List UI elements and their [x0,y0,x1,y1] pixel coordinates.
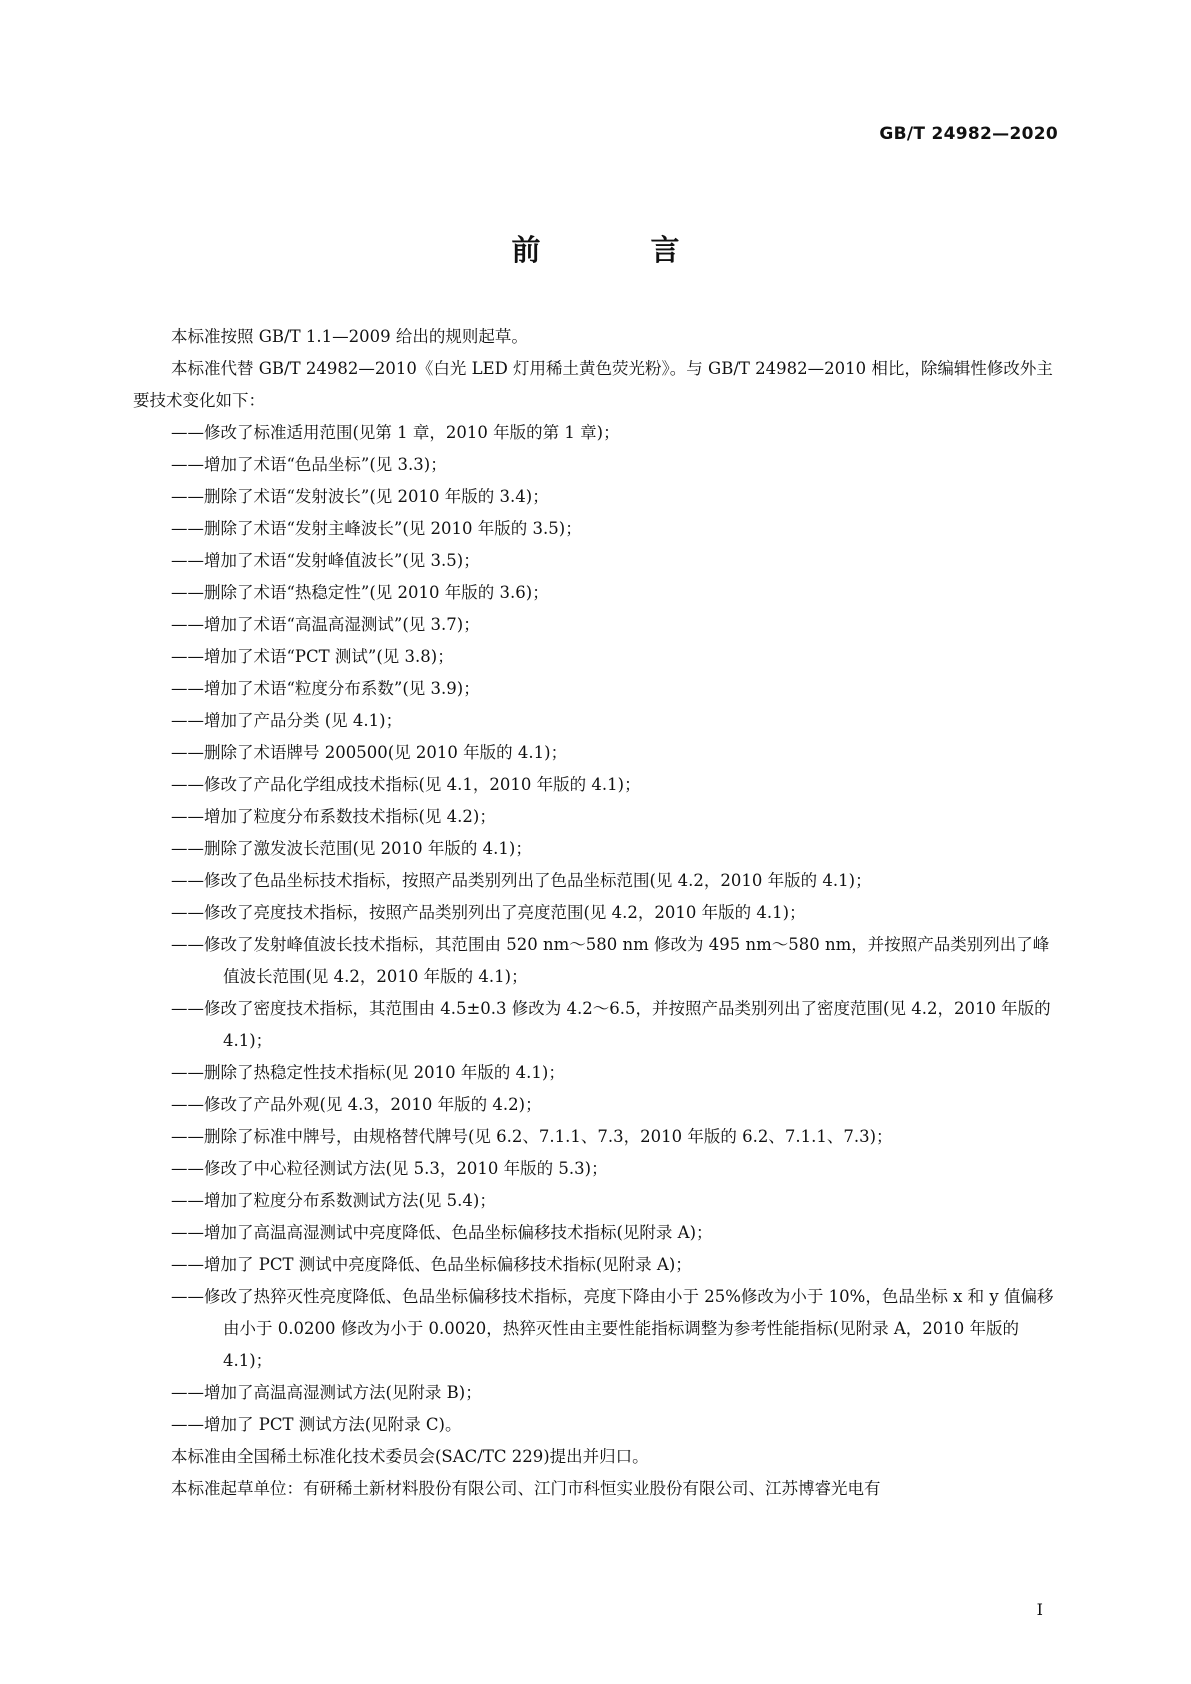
list-item: ——修改了热猝灭性亮度降低、色品坐标偏移技术指标，亮度下降由小于 25%修改为小于 10%，色品坐标 x 和 y 值偏移由小于 0.0200 修改为小于 0.0020，热猝灭性由主要性能指标调整为参考性能指标(见附录 A，2010 年版的 4.1)； [171,1287,1054,1370]
list-item: ——修改了发射峰值波长技术指标，其范围由 520 nm～580 nm 修改为 495 nm～580 nm，并按照产品类别列出了峰值波长范围(见 4.2，2010 年版的 4.1)； [171,935,1050,986]
list-item: ——修改了色品坐标技术指标，按照产品类别列出了色品坐标范围(见 4.2，2010 年版的 4.1)； [171,871,872,890]
foreword-body [133,321,1058,1505]
paragraph-drafting-units: 本标准起草单位：有研稀土新材料股份有限公司、江门市科恒实业股份有限公司、江苏博睿光电有 [171,1479,881,1498]
list-item: ——增加了产品分类 (见 4.1)； [171,711,403,730]
list-item: ——增加了高温高湿测试方法(见附录 B)； [171,1383,482,1402]
list-item: ——增加了术语“PCT 测试”(见 3.8)； [171,647,454,666]
list-item: ——删除了术语“发射波长”(见 2010 年版的 3.4)； [171,487,549,506]
list-item: ——增加了术语“色品坐标”(见 3.3)； [171,455,447,474]
list-item: ——增加了 PCT 测试方法(见附录 C)。 [171,1415,462,1434]
list-item: ——增加了粒度分布系数技术指标(见 4.2)； [171,807,496,826]
list-item: ——修改了密度技术指标，其范围由 4.5±0.3 修改为 4.2～6.5，并按照产品类别列出了密度范围(见 4.2，2010 年版的 4.1)； [171,999,1051,1050]
standard-code: GB/T 24982—2020 [879,124,1058,144]
list-item: ——删除了术语“发射主峰波长”(见 2010 年版的 3.5)； [171,519,582,538]
paragraph-proposer: 本标准由全国稀土标准化技术委员会(SAC/TC 229)提出并归口。 [171,1447,649,1466]
list-item: ——删除了激发波长范围(见 2010 年版的 4.1)； [171,839,532,858]
list-item: ——增加了粒度分布系数测试方法(见 5.4)； [171,1191,496,1210]
list-item: ——增加了术语“粒度分布系数”(见 3.9)； [171,679,480,698]
list-item: ——增加了高温高湿测试中亮度降低、色品坐标偏移技术指标(见附录 A)； [171,1223,713,1242]
list-item: ——修改了产品化学组成技术指标(见 4.1，2010 年版的 4.1)； [171,775,641,794]
list-item: ——增加了术语“发射峰值波长”(见 3.5)； [171,551,480,570]
list-item: ——修改了标准适用范围(见第 1 章，2010 年版的第 1 章)； [171,423,620,442]
list-item: ——修改了中心粒径测试方法(见 5.3，2010 年版的 5.3)； [171,1159,608,1178]
changes-list [133,417,1058,1441]
list-item: ——修改了亮度技术指标，按照产品类别列出了亮度范围(见 4.2，2010 年版的 4.1)； [171,903,806,922]
list-item: ——修改了产品外观(见 4.3，2010 年版的 4.2)； [171,1095,542,1114]
list-item: ——删除了热稳定性技术指标(见 2010 年版的 4.1)； [171,1063,565,1082]
list-item: ——增加了术语“高温高湿测试”(见 3.7)； [171,615,480,634]
page-title: 前 言 [511,233,730,267]
list-item: ——删除了术语牌号 200500(见 2010 年版的 4.1)； [171,743,568,762]
list-item: ——增加了 PCT 测试中亮度降低、色品坐标偏移技术指标(见附录 A)； [171,1255,692,1274]
paragraph-replacement: 本标准代替 GB/T 24982—2010《白光 LED 灯用稀土黄色荧光粉》。与 GB/T 24982—2010 相比，除编辑性修改外主要技术变化如下： [133,359,1053,410]
page-number: I [1036,1600,1043,1619]
list-item: ——删除了术语“热稳定性”(见 2010 年版的 3.6)； [171,583,549,602]
list-item: ——删除了标准中牌号，由规格替代牌号(见 6.2、7.1.1、7.3，2010 年版的 6.2、7.1.1、7.3)； [171,1127,893,1146]
paragraph-drafting-rules: 本标准按照 GB/T 1.1—2009 给出的规则起草。 [171,327,528,346]
